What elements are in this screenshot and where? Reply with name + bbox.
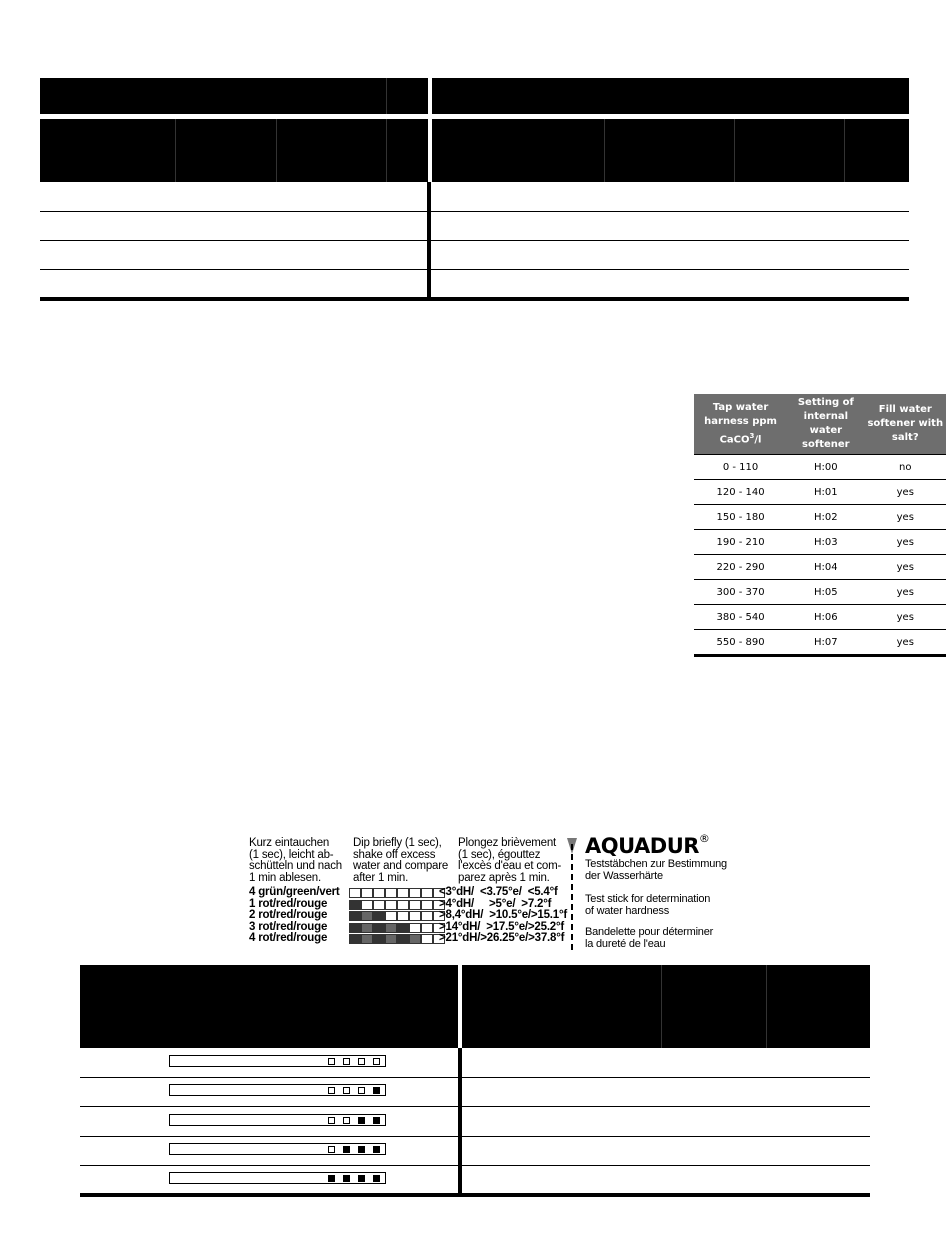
- water-hardness-table: [694, 394, 946, 657]
- test-strip: [169, 1172, 386, 1184]
- cell-fill: yes: [865, 555, 946, 580]
- cell-setting: H:02: [787, 505, 864, 530]
- level-color-label: 1 rot/red/rouge: [249, 897, 328, 910]
- divider: [175, 119, 176, 182]
- table-row: [80, 1106, 870, 1107]
- empty-square: [373, 1058, 380, 1065]
- color-pad: [421, 900, 433, 910]
- color-pad: [409, 911, 421, 921]
- empty-square: [358, 1087, 365, 1094]
- filled-square: [358, 1117, 365, 1124]
- filled-square: [373, 1117, 380, 1124]
- registered-mark: ®: [698, 832, 710, 845]
- text-line: after 1 min.: [353, 871, 409, 884]
- color-pad: [361, 900, 373, 910]
- empty-square: [343, 1117, 350, 1124]
- cell-setting: H:06: [787, 605, 864, 630]
- level-values: >8,4°dH/ >10.5°e/>15.1°f: [439, 909, 568, 922]
- description-german: [585, 859, 727, 882]
- reference-pads: [349, 888, 445, 898]
- color-pad: [385, 888, 397, 898]
- empty-square: [328, 1087, 335, 1094]
- color-pad: [349, 934, 361, 944]
- reference-pads: [349, 923, 445, 933]
- text-line: Teststäbchen zur Bestimmung: [585, 858, 727, 870]
- divider: [276, 119, 277, 182]
- color-pad: [361, 888, 373, 898]
- cell-setting: H:01: [787, 480, 864, 505]
- table-row: [694, 630, 946, 656]
- cell-setting: H:07: [787, 630, 864, 656]
- cell-fill: yes: [865, 505, 946, 530]
- text-line: parez après 1 min.: [458, 871, 550, 884]
- test-strip: [169, 1143, 386, 1155]
- bottom-table-bottom-rule: [80, 1193, 870, 1197]
- empty-square: [343, 1058, 350, 1065]
- color-pad: [385, 911, 397, 921]
- header-fill-salt: Fill water softener with salt?: [865, 394, 946, 455]
- german-instructions: [249, 838, 342, 884]
- cell-fill: yes: [865, 480, 946, 505]
- color-pad: [421, 911, 433, 921]
- text-line: Kurz eintauchen: [249, 837, 330, 849]
- cell-fill: yes: [865, 630, 946, 656]
- color-pad: [373, 923, 385, 933]
- french-instructions: [458, 838, 561, 884]
- color-pad: [409, 923, 421, 933]
- brand-logo: [585, 834, 709, 858]
- reference-pads: [349, 900, 445, 910]
- divider: [661, 965, 662, 1048]
- color-pad: [373, 900, 385, 910]
- header-unit: /l: [754, 434, 762, 446]
- color-pad: [421, 923, 433, 933]
- empty-square: [358, 1058, 365, 1065]
- color-pad: [349, 923, 361, 933]
- level-color-label: 4 rot/red/rouge: [249, 932, 328, 945]
- table-row: [694, 555, 946, 580]
- color-pad: [373, 934, 385, 944]
- table-row: [40, 211, 909, 212]
- filled-square: [343, 1146, 350, 1153]
- cell-setting: H:03: [787, 530, 864, 555]
- table-row: [694, 580, 946, 605]
- empty-square: [343, 1087, 350, 1094]
- table-row: [694, 480, 946, 505]
- color-pad: [421, 888, 433, 898]
- text-line: schütteln und nach: [249, 860, 342, 872]
- level-color-label: 4 grün/green/vert: [249, 886, 340, 898]
- divider: [428, 78, 432, 114]
- reference-pads: [349, 911, 445, 921]
- text-line: Test stick for determination: [585, 893, 711, 905]
- color-pad: [373, 911, 385, 921]
- cell-fill: yes: [865, 605, 946, 630]
- level-values: >4°dH/ >5°e/ >7.2°f: [439, 897, 552, 910]
- empty-square: [328, 1117, 335, 1124]
- cell-fill: no: [865, 455, 946, 480]
- filled-square: [328, 1175, 335, 1182]
- aquadur-test-strip-label: [240, 832, 727, 952]
- divider: [386, 78, 387, 114]
- cell-range: 550 - 890: [694, 630, 787, 656]
- empty-square: [328, 1058, 335, 1065]
- color-pad: [409, 934, 421, 944]
- description-english: [585, 894, 710, 917]
- cell-range: 190 - 210: [694, 530, 787, 555]
- color-pad: [385, 934, 397, 944]
- color-pad: [385, 923, 397, 933]
- color-pad: [349, 911, 361, 921]
- text-line: shake off excess: [353, 848, 436, 861]
- filled-square: [343, 1175, 350, 1182]
- header-superscript: 3: [749, 431, 755, 440]
- table-row: [694, 455, 946, 480]
- filled-square: [358, 1146, 365, 1153]
- table-row: [80, 1077, 870, 1078]
- divider: [734, 119, 735, 182]
- level-values: >21°dH/>26.25°e/>37.8°f: [439, 932, 565, 945]
- header-text: Tap water harness ppm CaCO: [704, 401, 777, 446]
- divider: [766, 965, 767, 1048]
- filled-square: [373, 1087, 380, 1094]
- color-pad: [397, 900, 409, 910]
- table-row: [80, 1165, 870, 1166]
- cell-range: 380 - 540: [694, 605, 787, 630]
- filled-square: [373, 1175, 380, 1182]
- color-pad: [409, 888, 421, 898]
- divider: [458, 965, 462, 1048]
- table-row: [694, 505, 946, 530]
- text-line: 1 min ablesen.: [249, 871, 321, 884]
- text-line: water and compare: [353, 860, 449, 872]
- bottom-table-header-row: [80, 965, 870, 1048]
- cut-line: [571, 844, 573, 950]
- color-pad: [349, 888, 361, 898]
- color-pad: [397, 923, 409, 933]
- header-tap-water-hardness: [694, 394, 787, 455]
- brand-name: AQUADUR: [585, 834, 699, 858]
- table-row: [40, 269, 909, 270]
- text-line: Bandelette pour déterminer: [585, 926, 714, 938]
- cell-fill: yes: [865, 530, 946, 555]
- description-french: [585, 927, 713, 950]
- color-pad: [421, 934, 433, 944]
- text-line: der Wasserhärte: [585, 869, 663, 882]
- level-color-label: 2 rot/red/rouge: [249, 909, 328, 922]
- top-table-header-row: [40, 119, 909, 182]
- divider: [428, 119, 432, 182]
- text-line: (1 sec), égouttez: [458, 848, 541, 861]
- filled-square: [358, 1175, 365, 1182]
- color-pad: [385, 900, 397, 910]
- divider: [386, 119, 387, 182]
- color-pad: [409, 900, 421, 910]
- reference-pads: [349, 934, 445, 944]
- cell-range: 120 - 140: [694, 480, 787, 505]
- empty-square: [328, 1146, 335, 1153]
- cell-range: 300 - 370: [694, 580, 787, 605]
- cell-range: 220 - 290: [694, 555, 787, 580]
- test-strip: [169, 1114, 386, 1126]
- text-line: (1 sec), leicht ab-: [249, 848, 334, 861]
- test-strip: [169, 1055, 386, 1067]
- top-table-bottom-rule: [40, 297, 909, 301]
- color-pad: [397, 911, 409, 921]
- test-strip: [169, 1084, 386, 1096]
- color-pad: [373, 888, 385, 898]
- cell-fill: yes: [865, 580, 946, 605]
- color-pad: [397, 934, 409, 944]
- header-softener-setting: Setting of internal water softener: [787, 394, 864, 455]
- color-pad: [361, 911, 373, 921]
- color-pad: [361, 923, 373, 933]
- color-pad: [397, 888, 409, 898]
- text-line: Dip briefly (1 sec),: [353, 837, 442, 849]
- table-row: [40, 240, 909, 241]
- cell-setting: H:05: [787, 580, 864, 605]
- text-line: l'excès d'eau et com-: [458, 860, 562, 872]
- table-row: [694, 530, 946, 555]
- color-pad: [349, 900, 361, 910]
- text-line: la dureté de l'eau: [585, 937, 666, 950]
- filled-square: [373, 1146, 380, 1153]
- level-values: >14°dH/ >17.5°e/>25.2°f: [439, 920, 565, 933]
- divider: [844, 119, 845, 182]
- text-line: of water hardness: [585, 904, 670, 917]
- top-table-title-bar: [40, 78, 909, 114]
- bottom-table-center-divider: [458, 1048, 462, 1194]
- table-row: [80, 1136, 870, 1137]
- table-row: [694, 605, 946, 630]
- level-color-label: 3 rot/red/rouge: [249, 920, 328, 933]
- divider: [604, 119, 605, 182]
- english-instructions: [353, 838, 448, 884]
- text-line: Plongez brièvement: [458, 837, 557, 849]
- cell-setting: H:00: [787, 455, 864, 480]
- level-values: <3°dH/ <3.75°e/ <5.4°f: [439, 886, 558, 898]
- cell-range: 150 - 180: [694, 505, 787, 530]
- cell-setting: H:04: [787, 555, 864, 580]
- cell-range: 0 - 110: [694, 455, 787, 480]
- color-pad: [361, 934, 373, 944]
